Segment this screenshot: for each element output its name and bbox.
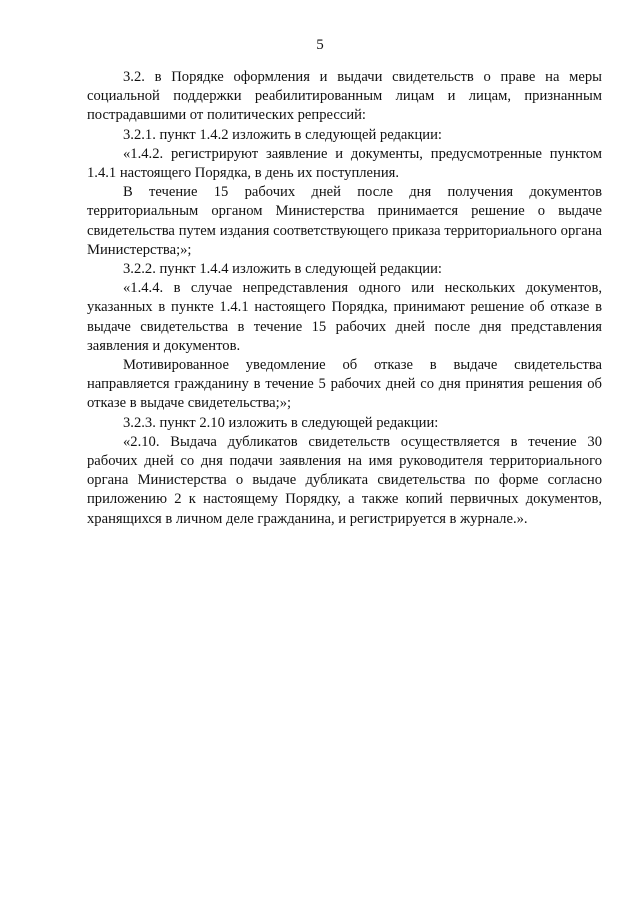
paragraph-refusal-notice: Мотивированное уведомление об отказе в выдаче свидетельства направляется гражданину в течение 5 рабочих дней со дня принятия решения об отказе в выдаче свидетельства;»; xyxy=(87,357,602,412)
paragraph-1-4-2-deadline: В течение 15 рабочих дней после дня получения документов территориальным органом Министерства принимается решение о выдаче свидетельства путем издания соответствующего приказа территориального органа Министерства;»; xyxy=(87,184,602,258)
paragraph-3-2: 3.2. в Порядке оформления и выдачи свидетельств о праве на меры социальной поддержки реабилитированным лицам и лицам, признанным пострадавшими от политических репрессий: xyxy=(87,69,602,124)
paragraph-3-2-3: 3.2.3. пункт 2.10 изложить в следующей редакции: xyxy=(123,414,439,431)
paragraph-2-10: «2.10. Выдача дубликатов свидетельств осуществляется в течение 30 рабочих дней со дня подачи заявления на имя руководителя территориального органа Министерства о выдаче дубликата свидетельства по форме согласно приложению 2 к настоящему Порядку, а также копий первичных документов, хранящихся в личном деле гражданина, и регистрируется в журнале.». xyxy=(87,433,602,527)
paragraph-3-2-2: 3.2.2. пункт 1.4.4 изложить в следующей редакции: xyxy=(123,261,442,278)
paragraph-1-4-2: «1.4.2. регистрируют заявление и документы, предусмотренные пунктом 1.4.1 настоящего Порядка, в день их поступления. xyxy=(87,145,602,182)
paragraph-1-4-4: «1.4.4. в случае непредставления одного или нескольких документов, указанных в пункте 1.4.1 настоящего Порядка, принимают решение об отказе в выдаче свидетельства в течение 15 рабочих дней после дня представления заявления и документов. xyxy=(87,280,602,354)
document-body xyxy=(87,68,602,529)
paragraph-3-2-1: 3.2.1. пункт 1.4.2 изложить в следующей редакции: xyxy=(123,126,442,143)
page-number: 5 xyxy=(316,37,324,53)
